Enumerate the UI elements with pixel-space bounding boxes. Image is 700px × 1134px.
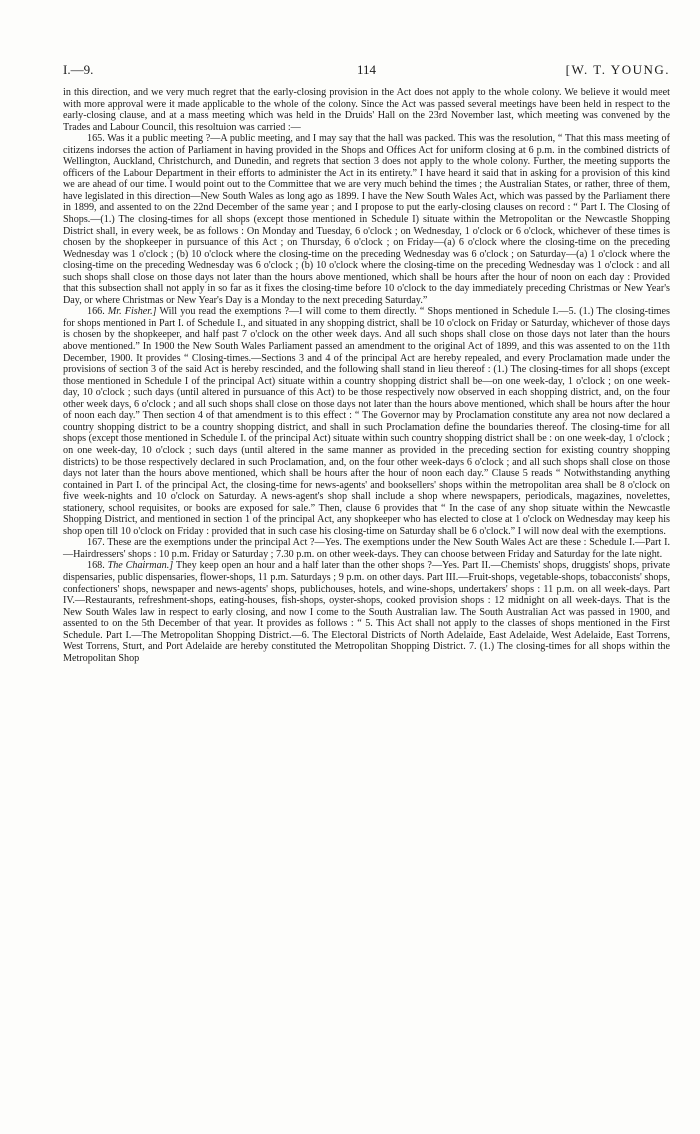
- question-number: 167.: [87, 537, 105, 549]
- speaker-name: The Chairman.]: [107, 560, 174, 572]
- paragraph-167: [63, 537, 670, 560]
- question-number: 166.: [87, 306, 105, 318]
- page-number: 114: [356, 62, 377, 77]
- paragraph-text: in this direction, and we very much regret that the early-closing provision in the Act does not apply to the whole colony. We believe it would meet with more approval were it made applicable to the whole of the colony. Since the Act was passed several meetings have been held in respect to the early-closing clause, and at a mass meeting which was held in the Druids' Hall on the 23rd November last, which meeting was convened by the Trades and Labour Council, this resoltuion was carried :—: [63, 87, 670, 133]
- running-head: [63, 62, 670, 80]
- witness-name: [W. T. YOUNG.: [565, 62, 670, 77]
- paragraph-text: Will you read the exemptions ?—I will come to them directly. “ Shops mentioned in Schedule I.—5. (1.) The closing-times for shops mentioned in Part I. of Schedule I., and situated in any shopping district, shall be 10 o'clock on Friday or Saturday, whichever of those days is chosen by the shopkeeper, and half past 7 o'clock on the other week days. And all such shops shall close on those days not later than the hours above mentioned.” In 1900 the New South Wales Parliament passed an amendment to the original Act of 1899, and this was assented to on the 11th December, 1900. It provides “ Closing-times.—Sections 3 and 4 of the principal Act are hereby repealed, and every Proclamation made under the provisions of section 3 of the said Act is hereby rescinded, and the following shall stand in lieu thereof : (1.) The closing-times for all shops (except those mentioned in Schedule I of the principal Act) situate within a country shopping district shall be—on one week-day, 1 o'clock ; on one week-day, 10 o'clock ; such days (until altered in pursuance of this Act) to be those respectively now observed in each shopping district, and, on the four other week days, 6 o'clock ; and all such shops shall close on those days not later than the hours above mentioned, which shall be hours after the hour of noon each day.” Then section 4 of that amendment is to this effect : “ The Governor may by Proclamation constitute any area not now declared a country shopping district to be a country shopping district, and shall in such Proclamation define the boundaries thereof. The closing-time for all shops (except those mentioned in Schedule I. of the principal Act) situate within such country shopping district shall be : on one week-day, 1 o'clock ; on one week-day, 10 o'clock ; such days (until altered in the same manner as provided in the preceding section for existing country shopping districts) to be those respectively declared in such Proclamation, and, on the four other week-days 6 o'clock ; and all such shops shall close on those days not later than the hours above mentioned, which shall be hours after the hour of noon each day.” Clause 5 reads “ Notwithstanding anything contained in Part I. of the principal Act, the closing-time for news-agents' and booksellers' shops within the metropolitan area shall be 8 o'clock on five week-nights and 10 o'clock on Saturday. A news-agent's shop shall include a shop where newspapers, periodicals, magazines, novelettes, stationery, school requisites, or books are exposed for sale.” Then, clause 6 provides that “ In the case of any shop situate within the Newcastle Shopping District, and mentioned in section 1 of the principal Act, any shopkeeper who has elected to close at 1 o'clock on Wednesday may keep his shop open till 10 o'clock on Friday : provided that in such case his closing-time on Saturday shall be 6 o'clock.” I will now deal with the exemptions.: [63, 306, 670, 537]
- evidence-text: [63, 87, 670, 664]
- speaker-name: Mr. Fisher.]: [107, 306, 157, 318]
- paragraph-text: Was it a public meeting ?—A public meeting, and I may say that the hall was packed. This was the resolution, “ That this mass meeting of citizens indorses the action of Parliament in having provided in the Shops and Offices Act for uniform closing at 6 p.m. in the combined districts of Wellington, Auckland, Christchurch, and Dunedin, and regrets that section 3 does not apply to the whole colony. Further, the meeting supports the officers of the Labour Department in their efforts to administer the Act in its entirety.” I have heard it said that in asking for a provision of this kind we are ahead of our time. I would point out to the Committee that we are very much behind the times ; the Australian States, or rather, three of them, have legislated in this direction—New South Wales as long ago as 1899. I have the New South Wales Act, which was passed by the Parliament there in 1899, and assented to on the 22nd December of the same year ; and I propose to put the early-closing clauses on record : “ Part I. The Closing of Shops.—(1.) The closing-times for all shops (except those mentioned in Schedule I) situate within the Metropolitan or the Newcastle Shopping District shall, in every week, be as follows : On Monday and Tuesday, 6 o'clock ; on Wednesday, 1 o'clock or 6 o'clock, whichever of these times is chosen by the shopkeeper in pursuance of this Act ; on Thursday, 6 o'clock ; on Friday—(a) 6 o'clock where the closing-time on the preceding Wednesday was 1 o'clock ; (b) 10 o'clock where the closing-time on the preceding Wednesday was 6 o'clock ; on Saturday—(a) 1 o'clock where the closing-time on the preceding Wednesday was 6 o'clock ; (b) 10 o'clock where the closing-time on the preceding Wednesday was 1 o'clock : and all such shops shall close on those days not later than the hours above mentioned, which shall be hours after the hour of noon on each day : Provided that this subsection shall not apply in so far as it fixes the closing-time before 10 o'clock to the day immediately preceding Christmas or New Year's Day, or where Christmas or New Year's Day is a Monday to the next preceding Saturday.”: [63, 133, 670, 306]
- parliamentary-paper-number: I.—9.: [63, 62, 94, 77]
- paragraph-text: These are the exemptions under the principal Act ?—Yes. The exemptions under the New South Wales Act are these : Schedule I.—Part I.—Hairdressers' shops : 10 p.m. Friday or Saturday ; 7.30 p.m. on other week-days. They can choose between Friday and Saturday for the late night.: [63, 537, 670, 560]
- paragraph-continuation: [63, 87, 670, 133]
- paragraph-166: [63, 306, 670, 537]
- paragraph-168: [63, 560, 670, 664]
- paragraph-text: They keep open an hour and a half later than the other shops ?—Yes. Part II.—Chemists' shops, druggists' shops, private dispensaries, public dispensaries, flower-shops, 11 p.m. Saturdays ; 9 p.m. on other days. Part III.—Fruit-shops, vegetable-shops, tobacconists' shops, confectioners' shops, newspaper and news-agents' shops, publichouses, hotels, and wine-shops, undertakers' shops : 11 p.m. on all week-days. Part IV.—Restaurants, refreshment-shops, eating-houses, fish-shops, oyster-shops, cooked provision shops : 12 midnight on all week-days. That is the New South Wales law in respect to early closing, and now I come to the South Australian law. The South Australian Act was passed in 1900, and assented to on the 5th December of that year. It provides as follows : “ 5. This Act shall not apply to the classes of shops mentioned in the First Schedule. Part I.—The Metropolitan Shopping District.—6. The Electoral Districts of North Adelaide, East Adelaide, West Adelaide, East Torrens, West Torrens, Sturt, and Port Adelaide are hereby constituted the Metropolitan Shopping District. 7. (1.) The closing-times for all shops within the Metropolitan Shop: [63, 560, 670, 664]
- paragraph-165: [63, 133, 670, 306]
- question-number: 165.: [87, 133, 105, 145]
- question-number: 168.: [87, 560, 105, 572]
